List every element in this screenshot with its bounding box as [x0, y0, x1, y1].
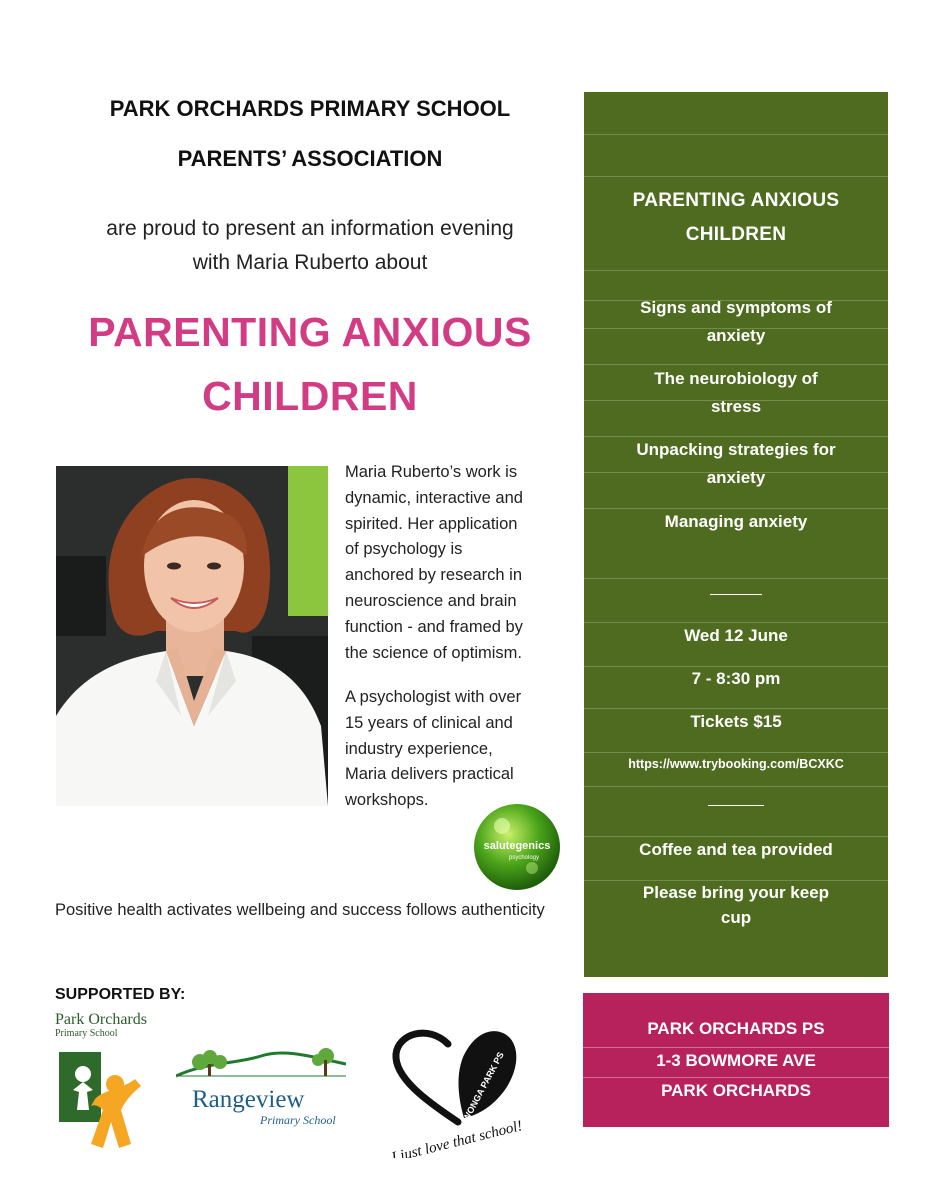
association-name: PARENTS’ ASSOCIATION	[177, 146, 443, 171]
booking-link[interactable]: https://www.trybooking.com/BCXKC	[628, 757, 844, 771]
divider-1	[710, 594, 762, 595]
event-time: 7 - 8:30 pm	[691, 669, 781, 688]
topic-3-line-1: Unpacking strategies for	[636, 440, 836, 459]
topic-2-line-2: stress	[710, 397, 762, 416]
venue-name: PARK ORCHARDS PS	[647, 1019, 825, 1038]
panel-title-line-1: PARENTING ANXIOUS	[632, 190, 840, 211]
svg-text:WONGA PARK PS: WONGA PARK PS	[460, 1050, 506, 1123]
park-orchards-logo: Park Orchards Primary School	[55, 1012, 165, 1162]
venue-street: 1-3 BOWMORE AVE	[656, 1051, 816, 1070]
panel-title-line-2: CHILDREN	[685, 224, 787, 245]
event-title-line-2: CHILDREN	[202, 373, 418, 419]
ticket-price: Tickets $15	[690, 712, 782, 731]
venue-address-box	[583, 993, 889, 1127]
salutegenics-logo	[472, 802, 562, 892]
topic-1-line-1: Signs and symptoms of	[640, 298, 832, 317]
topic-3-line-2: anxiety	[706, 468, 766, 487]
topic-2-line-1: The neurobiology of	[654, 369, 818, 388]
event-details-panel	[584, 92, 888, 977]
svg-text:salutegenics: salutegenics	[483, 840, 551, 852]
topic-1-line-2: anxiety	[706, 326, 766, 345]
divider-2	[708, 805, 764, 806]
svg-text:psychology: psychology	[508, 855, 540, 861]
svg-text:I just love that school!: I just love that school!	[390, 1118, 525, 1158]
rangeview-logo: Rangeview Primary School	[176, 1042, 346, 1132]
intro-line-2: with Maria Ruberto about	[192, 251, 428, 274]
intro-line-1: are proud to present an information evening	[106, 217, 514, 240]
event-date: Wed 12 June	[684, 626, 788, 645]
tagline: Positive health activates wellbeing and success follows authenticity	[55, 901, 545, 919]
school-name: PARK ORCHARDS PRIMARY SCHOOL	[109, 96, 511, 121]
bio-paragraph-1: Maria Ruberto’s work is dynamic, interactive and spirited. Her application of psychology is anchored by research in neuroscience and brain function - and framed by the science of optimism.	[345, 463, 523, 662]
bio-paragraph-2: A psychologist with over 15 years of clinical and industry experience, Maria delivers practical workshops.	[345, 688, 522, 810]
presenter-photo	[56, 466, 328, 806]
keep-cup-line-2: cup	[720, 908, 752, 927]
event-title-line-1: PARENTING ANXIOUS	[88, 309, 532, 355]
keep-cup-line-1: Please bring your keep	[642, 883, 830, 902]
topic-4: Managing anxiety	[664, 512, 808, 531]
coffee-note: Coffee and tea provided	[639, 840, 833, 859]
supported-by-label: SUPPORTED BY:	[55, 986, 186, 1003]
venue-suburb: PARK ORCHARDS	[661, 1081, 811, 1100]
wonga-park-logo	[388, 1018, 528, 1158]
